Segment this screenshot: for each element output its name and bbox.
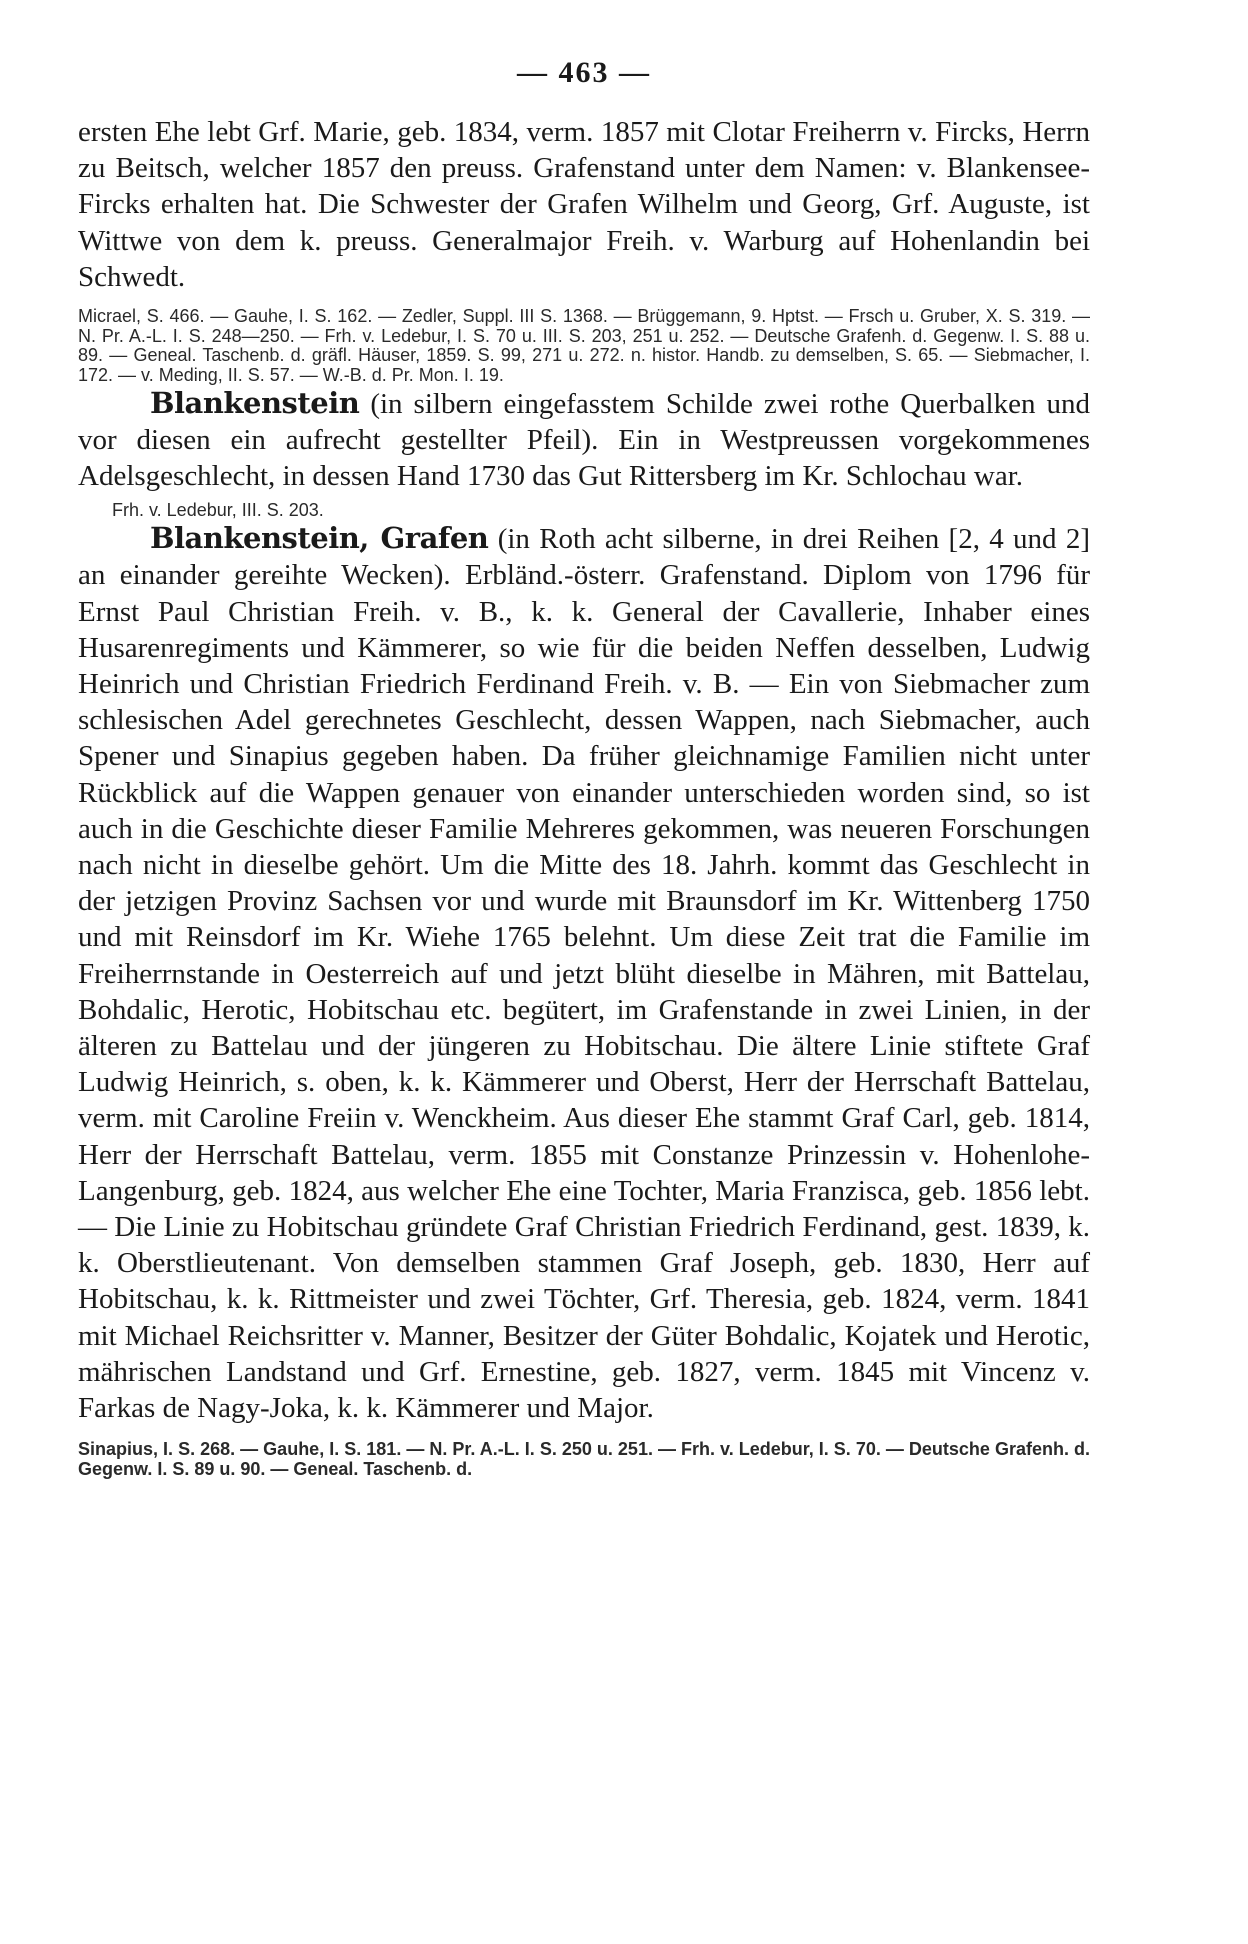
headword: Blankenstein, Grafen: [150, 521, 489, 556]
book-page: [78, 56, 1090, 1479]
references-block: Sinapius, I. S. 268. — Gauhe, I. S. 181. — N. Pr. A.-L. I. S. 250 u. 251. — Frh. v. Ledebur, I. S. 70. — Deutsche Grafenh. d. Gegenw. I. S. 89 u. 90. — Geneal. Taschenb. d.: [78, 1439, 1090, 1479]
entry-text: (in Roth acht silberne, in drei Reihen [2, 4 und 2] an einander gereihte Wecken). Erbländ.-österr. Grafenstand. Diplom von 1796 für Ernst Paul Christian Freih. v. B., k. k. General der Cavallerie, Inhaber eines Husarenregiments und Kämmerer, so wie für die beiden Neffen desselben, Ludwig Heinrich und Christian Friedrich Ferdinand Freih. v. B. — Ein von Siebmacher zum schlesischen Adel gerechnetes Geschlecht, dessen Wappen, nach Siebmacher, auch Spener und Sinapius gegeben haben. Da früher gleichnamige Familien nicht unter Rückblick auf die Wappen genauer von einander unterschieden worden sind, so ist auch in die Geschichte dieser Familie Mehreres gekommen, was neueren Forschungen nach nicht in dieselbe gehört. Um die Mitte des 18. Jahrh. kommt das Geschlecht in der jetzigen Provinz Sachsen vor und wurde mit Braunsdorf im Kr. Wittenberg 1750 und mit Reinsdorf im Kr. Wiehe 1765 belehnt. Um diese Zeit trat die Familie im Freiherrnstande in Oesterreich auf und jetzt blüht dieselbe in Mähren, mit Battelau, Bohdalic, Herotic, Hobitschau etc. begütert, im Grafenstande in zwei Linien, in der älteren zu Battelau und der jüngeren zu Hobitschau. Die ältere Linie stiftete Graf Ludwig Heinrich, s. oben, k. k. Kämmerer und Oberst, Herr der Herrschaft Battelau, verm. mit Caroline Freiin v. Wenckheim. Aus dieser Ehe stammt Graf Carl, geb. 1814, Herr der Herrschaft Battelau, verm. 1855 mit Constanze Prinzessin v. Hohenlohe-Langenburg, geb. 1824, aus welcher Ehe eine Tochter, Maria Franzisca, geb. 1856 lebt. — Die Linie zu Hobitschau gründete Graf Christian Friedrich Ferdinand, gest. 1839, k. k. Oberstlieutenant. Von demselben stammen Graf Joseph, geb. 1830, Herr auf Hobitschau, k. k. Rittmeister und zwei Töchter, Grf. Theresia, geb. 1824, verm. 1841 mit Michael Reichsritter v. Manner, Besitzer der Güter Bohdalic, Kojatek und Herotic, mährischen Landstand und Grf. Ernestine, geb. 1827, verm. 1845 mit Vincenz v. Farkas de Nagy-Joka, k. k. Kämmerer und Major.: [78, 523, 1091, 1424]
references-block: Frh. v. Ledebur, III. S. 203.: [112, 499, 324, 520]
continuation-paragraph: ersten Ehe lebt Grf. Marie, geb. 1834, verm. 1857 mit Clotar Freiherrn v. Fircks, Herrn zu Beitsch, welcher 1857 den preuss. Grafenstand unter dem Namen: v. Blankensee-Fircks erhalten hat. Die Schwester der Grafen Wilhelm und Georg, Grf. Auguste, ist Wittwe von dem k. preuss. Generalmajor Freih. v. Warburg auf Hohenlandin bei Schwedt.: [78, 116, 1090, 293]
headword: Blankenstein: [150, 386, 360, 421]
page-number: — 463 —: [517, 56, 651, 89]
references-block: Micrael, S. 466. — Gauhe, I. S. 162. — Zedler, Suppl. III S. 1368. — Brüggemann, 9. Hptst. — Frsch u. Gruber, X. S. 319. — N. Pr. A.-L. I. S. 248—250. — Frh. v. Ledebur, I. S. 70 u. III. S. 203, 251 u. 252. — Deutsche Grafenh. d. Gegenw. I. S. 88 u. 89. — Geneal. Taschenb. d. gräfl. Häuser, 1859. S. 99, 271 u. 272. n. histor. Handb. zu demselben, S. 65. — Siebmacher, I. 172. — v. Meding, II. S. 57. — W.-B. d. Pr. Mon. I. 19.: [78, 306, 1090, 385]
entry-text: (in silbern eingefasstem Schilde zwei rothe Querbalken und vor diesen ein aufrecht gestellter Pfeil). Ein in Westpreussen vorgekommenes Adelsgeschlecht, in dessen Hand 1730 das Gut Rittersberg im Kr. Schlochau war.: [78, 388, 1090, 493]
entry-blankenstein: [78, 385, 1090, 495]
entry-blankenstein-grafen: [78, 520, 1090, 1426]
